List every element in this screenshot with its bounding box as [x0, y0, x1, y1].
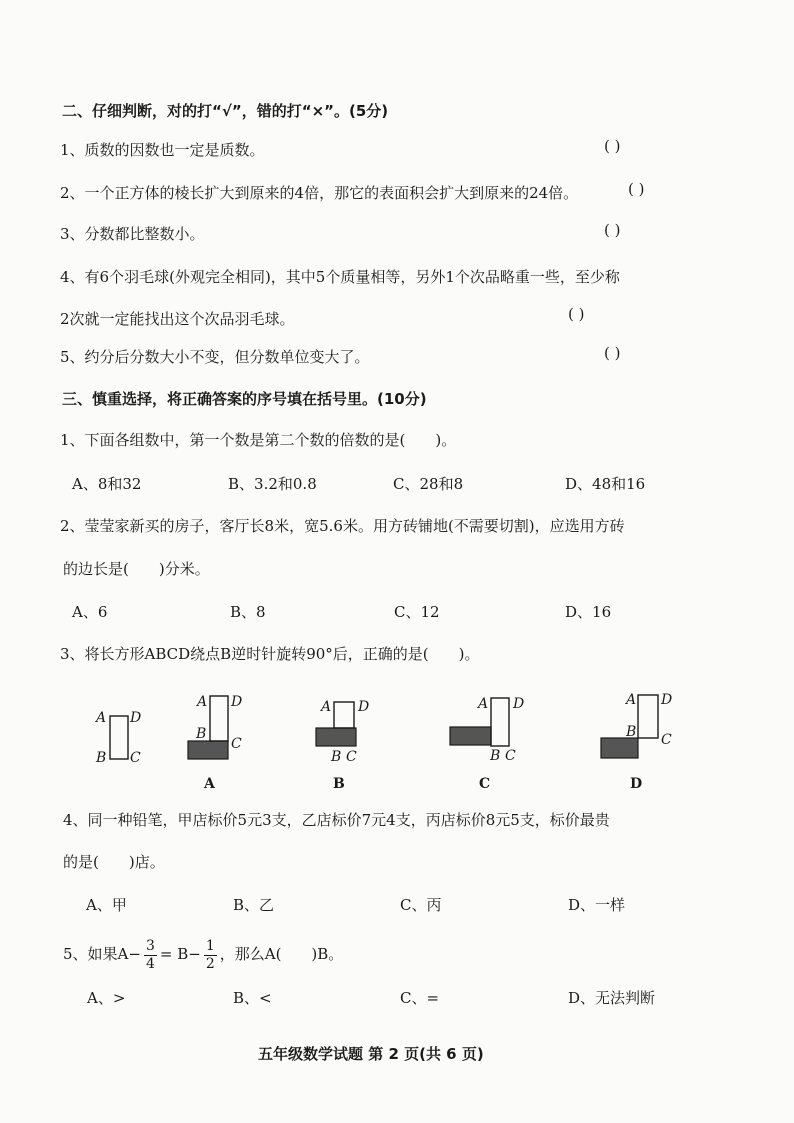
section3-heading: 三、慎重选择，将正确答案的序号填在括号里。(10分): [62, 390, 427, 408]
answer-paren-3[interactable]: ( ): [604, 221, 621, 239]
q5-option-b[interactable]: B、<: [233, 989, 272, 1007]
answer-paren-4[interactable]: ( ): [568, 305, 585, 323]
svg-text:D: D: [661, 692, 673, 708]
page-footer: 五年级数学试题 第 2 页(共 6 页): [258, 1045, 484, 1063]
figure-option-b[interactable]: [316, 699, 369, 792]
svg-text:B: B: [331, 749, 342, 765]
q4-line1: 4、同一种铅笔，甲店标价5元3支，乙店标价7元4支，丙店标价8元5支，标价最贵: [63, 811, 610, 829]
svg-text:C: C: [231, 736, 242, 752]
q1-option-c[interactable]: C、28和8: [393, 475, 464, 493]
figure-option-a[interactable]: [188, 694, 242, 792]
svg-text:B: B: [626, 724, 637, 740]
svg-text:C: C: [661, 732, 672, 748]
svg-text:B: B: [333, 776, 345, 792]
answer-paren-2[interactable]: ( ): [628, 180, 645, 198]
judge-item-4: 4、有6个羽毛球(外观完全相同)，其中5个质量相等，另外1个次品略重一些，至少称: [60, 268, 620, 286]
rotation-figures: [0, 688, 794, 798]
svg-text:D: D: [513, 696, 525, 712]
svg-text:A: A: [478, 696, 489, 712]
answer-paren-5[interactable]: ( ): [604, 344, 621, 362]
svg-text:C: C: [130, 750, 141, 766]
svg-text:A: A: [204, 776, 215, 792]
figure-option-c[interactable]: [450, 696, 524, 792]
svg-text:C: C: [346, 749, 357, 765]
judge-item-2: 2、一个正方体的棱长扩大到原来的4倍，那它的表面积会扩大到原来的24倍。: [60, 184, 579, 202]
q2-option-c[interactable]: C、12: [394, 603, 440, 621]
q5-option-a[interactable]: A、>: [87, 989, 126, 1007]
q4-option-c[interactable]: C、丙: [400, 896, 442, 914]
answer-paren-1[interactable]: ( ): [604, 137, 621, 155]
q4-line2: 的是( )店。: [63, 853, 165, 871]
svg-text:A: A: [626, 692, 637, 708]
original-rectangle: [94, 710, 141, 766]
q2-line2: 的边长是( )分米。: [63, 560, 210, 578]
fraction-1-2: $\frac{1}{2}$: [205, 937, 215, 972]
svg-text:A: A: [321, 699, 332, 715]
q2-option-b[interactable]: B、8: [230, 603, 266, 621]
judge-item-1: 1、质数的因数也一定是质数。: [60, 141, 265, 159]
q1-stem: 1、下面各组数中，第一个数是第二个数的倍数的是( )。: [60, 431, 457, 449]
svg-text:D: D: [358, 699, 370, 715]
q5-stem: 5、如果A− $\frac{3}{4}$ = B− $\frac{1}{2}$ ，那么A( )B。: [63, 937, 344, 972]
judge-item-5: 5、约分后分数大小不变，但分数单位变大了。: [60, 348, 370, 366]
svg-text:A: A: [96, 710, 107, 726]
q1-option-d[interactable]: D、48和16: [565, 475, 646, 493]
svg-text:A: A: [197, 694, 208, 710]
q2-option-a[interactable]: A、6: [72, 603, 108, 621]
q4-option-a[interactable]: A、甲: [86, 896, 127, 914]
q5-option-d[interactable]: D、无法判断: [568, 989, 656, 1007]
q4-option-d[interactable]: D、一样: [568, 896, 626, 914]
q1-option-b[interactable]: B、3.2和0.8: [228, 475, 317, 493]
fraction-3-4: $\frac{3}{4}$: [145, 937, 155, 972]
q1-option-a[interactable]: A、8和32: [72, 475, 142, 493]
svg-text:D: D: [130, 710, 142, 726]
svg-text:B: B: [196, 726, 207, 742]
svg-text:B: B: [96, 750, 107, 766]
q2-line1: 2、莹莹家新买的房子，客厅长8米，宽5.6米。用方砖铺地(不需要切割)，应选用方砖: [60, 517, 625, 535]
svg-text:B: B: [490, 748, 501, 764]
svg-text:C: C: [479, 776, 491, 792]
q2-option-d[interactable]: D、16: [565, 603, 612, 621]
q3-stem: 3、将长方形ABCD绕点B逆时针旋转90°后，正确的是( )。: [60, 645, 480, 663]
judge-item-4-cont: 2次就一定能找出这个次品羽毛球。: [60, 310, 295, 328]
figure-option-d[interactable]: [601, 692, 672, 792]
svg-text:D: D: [630, 776, 643, 792]
q4-option-b[interactable]: B、乙: [233, 896, 275, 914]
svg-text:D: D: [231, 694, 243, 710]
q5-option-c[interactable]: C、=: [400, 989, 440, 1007]
judge-item-3: 3、分数都比整数小。: [60, 225, 205, 243]
svg-text:C: C: [505, 748, 516, 764]
section2-heading: 二、仔细判断，对的打“√”，错的打“×”。(5分): [62, 102, 389, 120]
